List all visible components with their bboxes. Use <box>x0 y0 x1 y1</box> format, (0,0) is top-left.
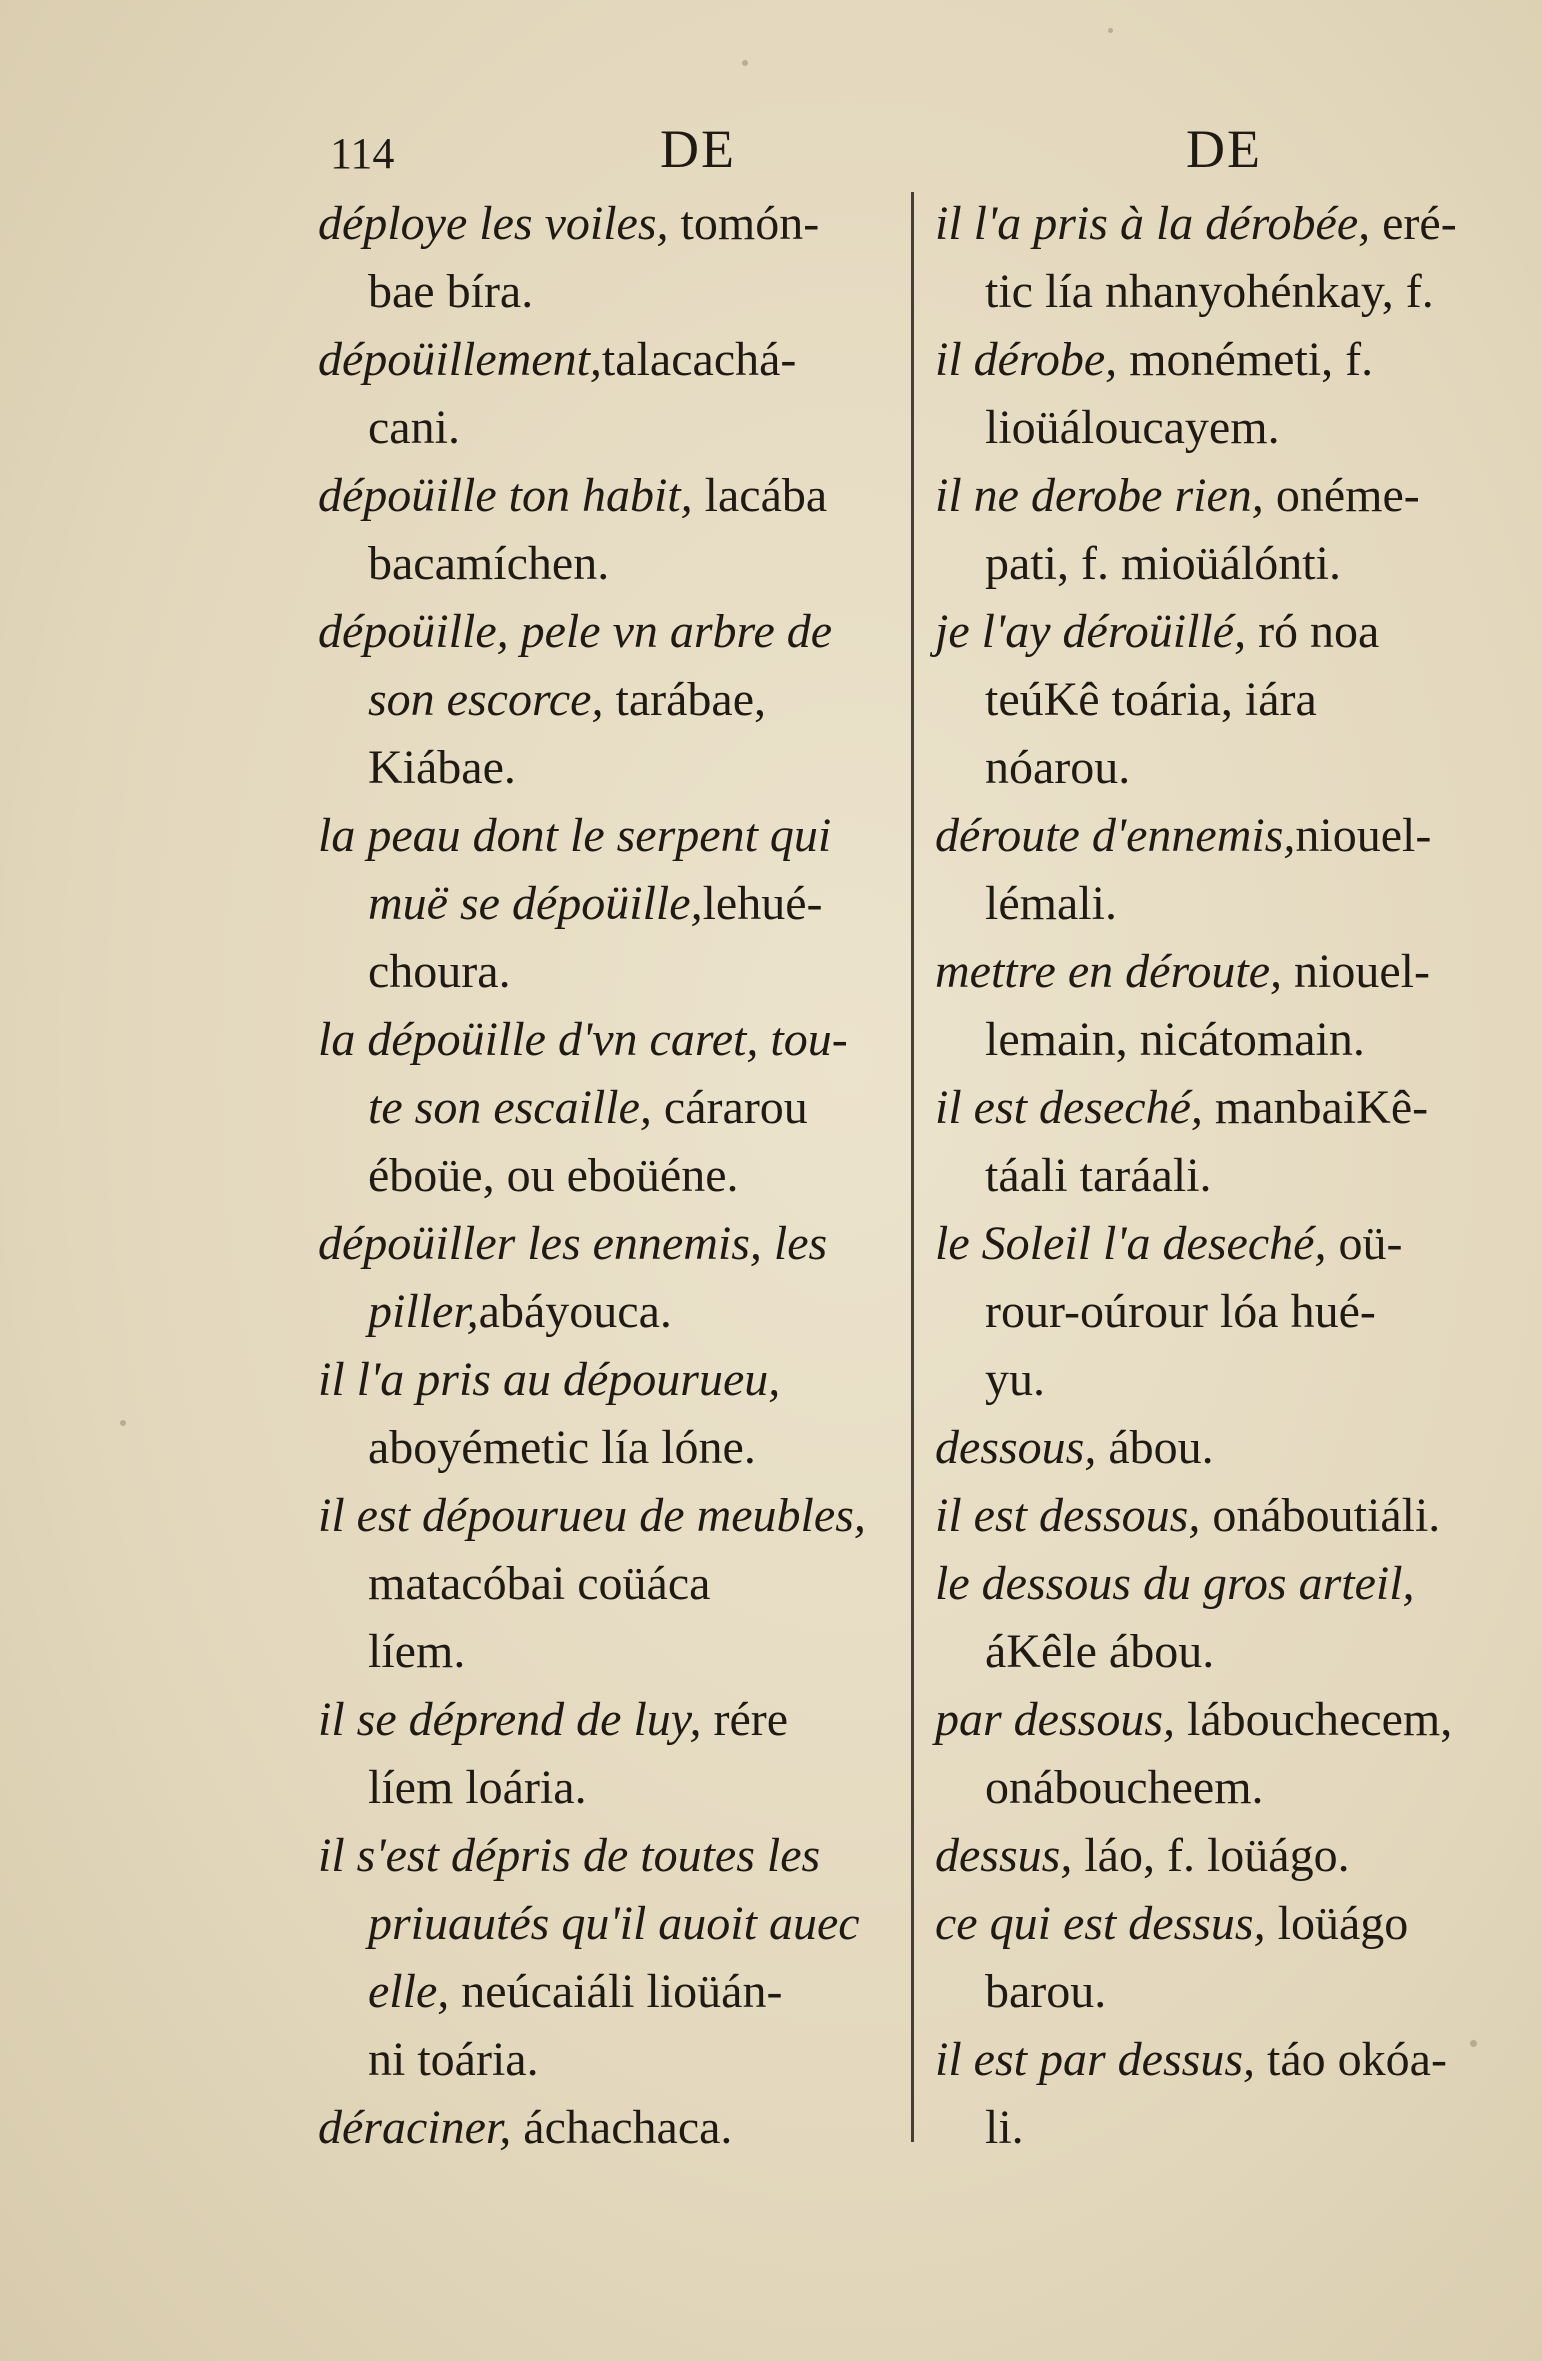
entry-line <box>935 1890 1495 1958</box>
entry-line <box>935 802 1495 870</box>
french-term: piller, <box>368 1285 479 1338</box>
entry-line <box>318 1346 898 1414</box>
carib-translation: li. <box>985 2101 1024 2154</box>
carib-translation: Kiábae. <box>368 741 516 794</box>
entry-line <box>935 1074 1495 1142</box>
carib-translation: líem. <box>368 1625 466 1678</box>
french-term: il dérobe, <box>935 333 1118 386</box>
carib-translation: manbaiKê- <box>1202 1081 1429 1134</box>
carib-translation: onáboutiáli. <box>1200 1489 1441 1542</box>
carib-translation: tic lía nhanyohénkay, f. <box>985 265 1434 318</box>
entry-line <box>935 1754 1495 1822</box>
carib-translation: lemain, nicátomain. <box>985 1013 1365 1066</box>
carib-translation: niouel- <box>1282 945 1430 998</box>
entry-line <box>318 530 898 598</box>
entry-line <box>935 1618 1495 1686</box>
entry-line <box>935 734 1495 802</box>
right-running-head: DE <box>1186 119 1262 179</box>
entry-line <box>318 258 898 326</box>
carib-translation: ni toária. <box>368 2033 539 2086</box>
french-term: je l'ay déroüillé, <box>935 605 1247 658</box>
carib-translation: rére <box>701 1693 789 1746</box>
entry-line <box>318 326 898 394</box>
carib-translation: lehué- <box>702 877 823 930</box>
paper-speck <box>1108 28 1113 33</box>
french-term: muë se dépoüille, <box>368 877 703 930</box>
carib-translation: aboyémetic lía lóne. <box>368 1421 756 1474</box>
carib-translation: lémali. <box>985 877 1117 930</box>
right-column <box>935 190 1495 2162</box>
french-term: il est dépourueu de meubles, <box>318 1489 866 1542</box>
carib-translation: lábouchecem, <box>1175 1693 1453 1746</box>
carib-translation: neúcaiáli lioüán- <box>449 1965 783 2018</box>
entry-line <box>935 1482 1495 1550</box>
french-term: déploye les voiles, <box>318 197 669 250</box>
entry-line <box>935 258 1495 326</box>
french-term: dépoüiller les ennemis, les <box>318 1217 828 1270</box>
entry-line <box>318 1550 898 1618</box>
carib-translation: líem loária. <box>368 1761 587 1814</box>
carib-translation: choura. <box>368 945 511 998</box>
entry-line <box>935 190 1495 258</box>
entry-line <box>318 1618 898 1686</box>
carib-translation: monémeti, f. <box>1117 333 1374 386</box>
entry-line <box>935 1958 1495 2026</box>
carib-translation: niouel- <box>1295 809 1432 862</box>
french-term: déraciner, <box>318 2101 512 2154</box>
entry-line <box>935 394 1495 462</box>
entry-line <box>318 1890 898 1958</box>
french-term: mettre en déroute, <box>935 945 1282 998</box>
carib-translation: cárarou <box>651 1081 808 1134</box>
carib-translation: abáyouca. <box>478 1285 672 1338</box>
entry-line <box>935 870 1495 938</box>
french-term: il est deseché, <box>935 1081 1203 1134</box>
carib-translation: onéme- <box>1263 469 1420 522</box>
french-term: dessus, <box>935 1829 1073 1882</box>
paper-speck <box>1470 2040 1477 2047</box>
carib-translation: onáboucheem. <box>985 1761 1264 1814</box>
entry-line <box>318 2026 898 2094</box>
page-number: 114 <box>330 129 395 178</box>
entry-line <box>318 1074 898 1142</box>
entry-line <box>318 666 898 734</box>
french-term: il est dessous, <box>935 1489 1201 1542</box>
french-term: il l'a pris au dépourueu, <box>318 1353 781 1406</box>
carib-translation: ábou. <box>1096 1421 1214 1474</box>
carib-translation: nóarou. <box>985 741 1131 794</box>
french-term: dépoüille ton habit, <box>318 469 693 522</box>
french-term: son escorce, <box>368 673 604 726</box>
carib-translation: lioüáloucayem. <box>985 401 1280 454</box>
entry-line <box>318 938 898 1006</box>
entry-line <box>935 1142 1495 1210</box>
entry-line <box>935 462 1495 530</box>
entry-line <box>318 1482 898 1550</box>
paper-speck <box>120 1420 126 1426</box>
entry-line <box>935 666 1495 734</box>
entry-line <box>318 190 898 258</box>
carib-translation: tomón- <box>668 197 820 250</box>
carib-translation: matacóbai coüáca <box>368 1557 711 1610</box>
entry-line <box>935 1822 1495 1890</box>
french-term: dépoüillement, <box>318 333 602 386</box>
french-term: par dessous, <box>935 1693 1176 1746</box>
entry-line <box>318 1006 898 1074</box>
french-term: elle, <box>368 1965 450 2018</box>
carib-translation: éboüe, ou eboüéne. <box>368 1149 739 1202</box>
carib-translation: eré- <box>1370 197 1457 250</box>
entry-line <box>935 1686 1495 1754</box>
carib-translation: táo okóa- <box>1255 2033 1447 2086</box>
carib-translation: tarábae, <box>603 673 767 726</box>
carib-translation: áKêle ábou. <box>985 1625 1215 1678</box>
carib-translation: áchachaca. <box>511 2101 733 2154</box>
french-term: ce qui est dessus, <box>935 1897 1266 1950</box>
french-term: il s'est dépris de toutes les <box>318 1829 821 1882</box>
french-term: la peau dont le serpent qui <box>318 809 832 862</box>
entry-line <box>318 394 898 462</box>
french-term: il ne derobe rien, <box>935 469 1264 522</box>
french-term: il l'a pris à la dérobée, <box>935 197 1371 250</box>
entry-line <box>318 1822 898 1890</box>
entry-line <box>318 802 898 870</box>
entry-line <box>318 870 898 938</box>
entry-line <box>935 598 1495 666</box>
entry-line <box>935 530 1495 598</box>
entry-line <box>318 1958 898 2026</box>
carib-translation: barou. <box>985 1965 1107 2018</box>
carib-translation: táali taráali. <box>985 1149 1212 1202</box>
entry-line <box>318 1686 898 1754</box>
carib-translation: bacamíchen. <box>368 537 610 590</box>
french-term: dessous, <box>935 1421 1097 1474</box>
entry-line <box>318 598 898 666</box>
entry-line <box>318 1142 898 1210</box>
entry-line <box>318 462 898 530</box>
left-running-head: DE <box>660 119 736 179</box>
french-term: il se déprend de luy, <box>318 1693 702 1746</box>
french-term: te son escaille, <box>368 1081 652 1134</box>
column-rule <box>911 192 914 2142</box>
entry-line <box>935 1346 1495 1414</box>
entry-line <box>935 1210 1495 1278</box>
french-term: priuautés qu'il auoit auec <box>368 1897 860 1950</box>
carib-translation: loüágo <box>1265 1897 1409 1950</box>
carib-translation: bae bíra. <box>368 265 534 318</box>
entry-line <box>318 1754 898 1822</box>
paper-speck <box>742 60 748 66</box>
entry-line <box>318 2094 898 2162</box>
carib-translation: rour-oúrour lóa hué- <box>985 1285 1376 1338</box>
french-term: il est par dessus, <box>935 2033 1256 2086</box>
carib-translation: oü- <box>1326 1217 1403 1270</box>
carib-translation: pati, f. mioüálónti. <box>985 537 1341 590</box>
carib-translation: yu. <box>985 1353 1045 1406</box>
entry-line <box>935 1006 1495 1074</box>
entry-line <box>935 1550 1495 1618</box>
carib-translation: láo, f. loüágo. <box>1072 1829 1350 1882</box>
entry-line <box>935 2094 1495 2162</box>
entry-line <box>318 1210 898 1278</box>
entry-line <box>935 938 1495 1006</box>
carib-translation: ró noa <box>1246 605 1380 658</box>
carib-translation: teúKê toária, iára <box>985 673 1317 726</box>
page-header <box>330 118 1460 198</box>
left-column <box>318 190 898 2162</box>
entry-line <box>935 1414 1495 1482</box>
entry-line <box>318 1414 898 1482</box>
carib-translation: lacába <box>692 469 828 522</box>
french-term: dépoüille, pele vn arbre de <box>318 605 833 658</box>
entry-line <box>935 326 1495 394</box>
french-term: déroute d'ennemis, <box>935 809 1296 862</box>
entry-line <box>318 734 898 802</box>
entry-line <box>935 1278 1495 1346</box>
carib-translation: cani. <box>368 401 460 454</box>
french-term: la dépoüille d'vn caret, tou- <box>318 1013 848 1066</box>
french-term: le Soleil l'a deseché, <box>935 1217 1327 1270</box>
entry-line <box>318 1278 898 1346</box>
entry-line <box>935 2026 1495 2094</box>
french-term: le dessous du gros arteil, <box>935 1557 1415 1610</box>
carib-translation: talacachá- <box>601 333 797 386</box>
